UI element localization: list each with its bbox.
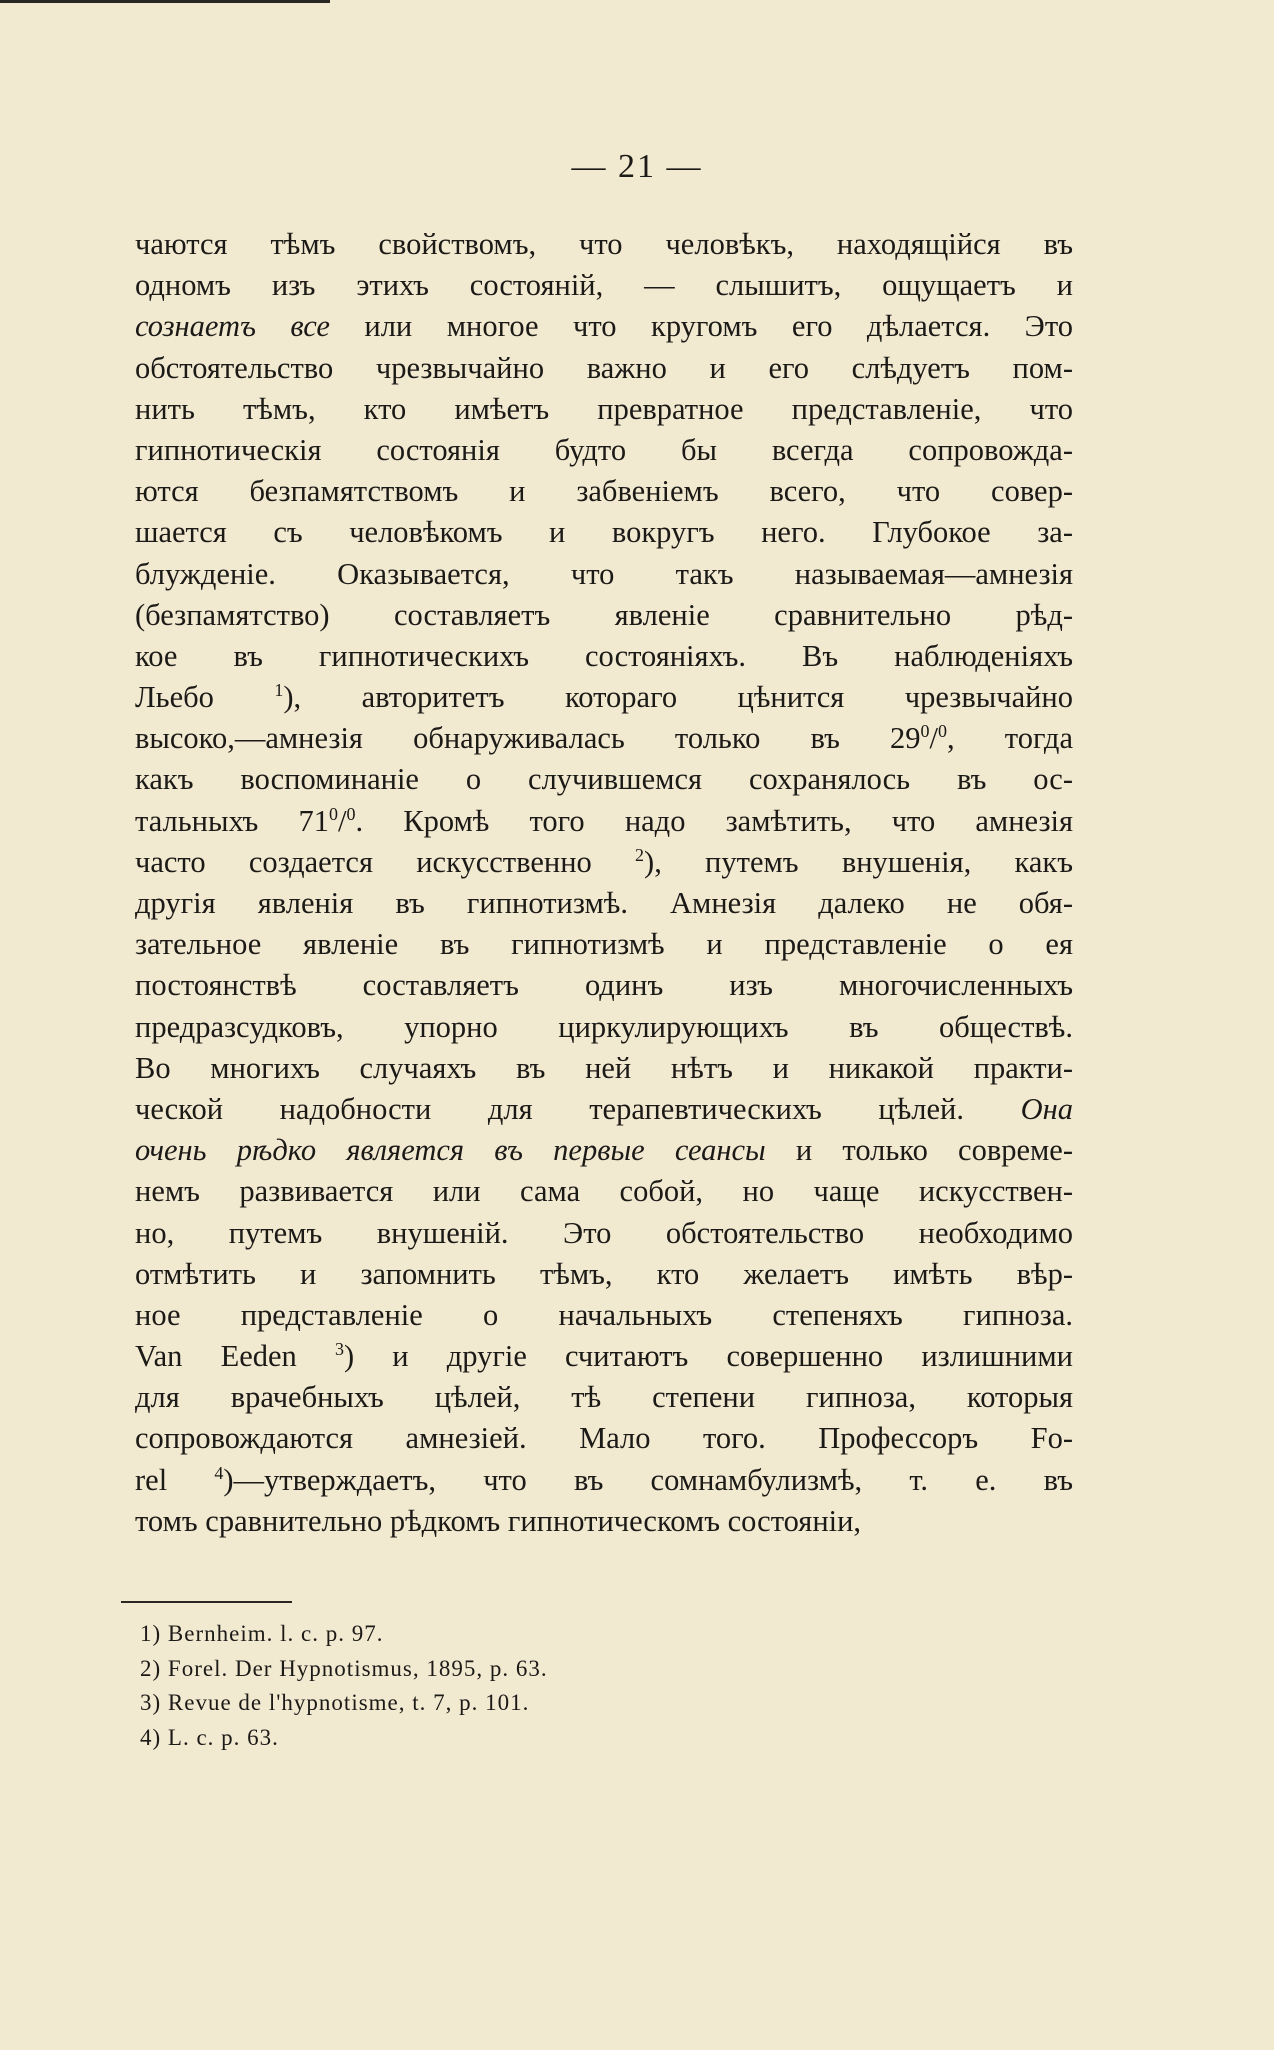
text-span: ), путемъ внушенія, какъ [644,844,1073,879]
text-span: , тогда [947,721,1073,756]
superscript: 3 [334,1338,344,1359]
text-span: предразсудковъ, упорно циркулирующихъ въ обществѣ. [135,1009,1073,1044]
text-line [135,1254,1073,1295]
text-line [135,1171,1073,1212]
footnote-rule [121,1601,292,1603]
text-line [135,883,1073,924]
text-line [135,718,1073,759]
text-span: томъ сравнительно рѣдкомъ гипнотическомъ состояніи, [135,1503,862,1538]
text-line [135,1130,1073,1171]
text-span: одномъ изъ этихъ состояній, — слышитъ, ощущаетъ и [135,268,1073,303]
text-span: )—утверждаетъ, что въ сомнамбулизмѣ, т. е. въ [223,1462,1073,1497]
footnote [140,1652,840,1687]
text-line [135,1336,1073,1377]
text-span: / [929,721,939,756]
text-span: часто создается искусственно [135,844,636,879]
text-line [135,389,1073,430]
text-span: / [337,803,347,838]
text-line [135,1295,1073,1336]
superscript: 2 [635,844,645,865]
text-span: чаются тѣмъ свойствомъ, что человѣкъ, находящійся въ [135,227,1073,261]
text-span: нить тѣмъ, кто имѣетъ превратное представленіе, что [135,391,1073,426]
text-line [135,1501,1073,1542]
footnote-mark: 1) [140,1621,162,1646]
footnote-text: Revue de l'hypnotisme, t. 7, p. 101. [167,1690,530,1715]
text-line [135,1460,1073,1501]
text-line [135,595,1073,636]
footnote [140,1686,840,1721]
text-span: гипнотическія состоянія будто бы всегда сопровожда- [135,432,1073,467]
text-span: шается съ человѣкомъ и вокругъ него. Глубокое за- [135,515,1073,550]
text-span: Она [1020,1091,1073,1126]
text-span: (безпамятство) составляетъ явленіе сравнительно рѣд- [135,597,1073,632]
text-span: блужденіе. Оказывается, что такъ называемая—амнезія [135,556,1073,591]
superscript: 0 [920,721,930,742]
text-span: ), авторитетъ котораго цѣнится чрезвычайно [283,680,1074,715]
text-span: ческой надобности для терапевтическихъ цѣлей. [135,1091,1021,1126]
footnote-mark: 4) [140,1724,162,1750]
page-number: — 21 — [571,148,703,185]
text-line [135,636,1073,677]
footnote-text: L. c. p. 63. [167,1724,279,1750]
text-span: ются безпамятствомъ и забвеніемъ всего, что совер- [135,474,1073,509]
text-line [135,430,1073,471]
text-line [135,842,1073,883]
text-span: высоко,—амнезія обнаруживалась только въ 29 [135,721,921,756]
superscript: 1 [274,679,284,700]
page-top-edge [0,0,330,3]
footnote-text: Forel. Der Hypnotismus, 1895, p. 63. [167,1655,548,1681]
text-span: постоянствѣ составляетъ одинъ изъ многочисленныхъ [135,968,1073,1003]
superscript: 0 [328,803,338,824]
text-span: обстоятельство чрезвычайно важно и его слѣдуетъ пом- [135,350,1073,385]
text-line [135,554,1073,595]
superscript: 0 [938,721,948,742]
text-span: ное представленіе о начальныхъ степеняхъ гипноза. [135,1297,1073,1332]
text-span: сознаетъ все [135,309,330,344]
footnote-text: Bernheim. l. c. p. 97. [167,1621,384,1646]
text-span: Льебо [135,680,275,715]
text-span: rel [135,1462,215,1497]
body-text [135,224,1073,1542]
text-span: кое въ гипнотическихъ состояніяхъ. Въ наблюденіяхъ [135,638,1073,673]
text-span: какъ воспоминаніе о случившемся сохранялось въ ос- [135,762,1073,797]
text-line [135,677,1073,718]
text-line [135,265,1073,306]
text-line [135,965,1073,1006]
superscript: 4 [214,1462,224,1483]
footnote-mark: 2) [140,1655,162,1681]
text-span: немъ развивается или сама собой, но чаще искусствен- [135,1174,1073,1209]
text-span: Во многихъ случаяхъ въ ней нѣтъ и никакой практи- [135,1050,1073,1085]
text-line [135,471,1073,512]
text-line [135,512,1073,553]
superscript: 0 [346,803,356,824]
text-span: и только совреме- [765,1133,1073,1168]
footnotes [140,1617,840,1755]
text-span: Van Eeden [135,1339,335,1374]
text-span: ) и другіе считаютъ совершенно излишними [343,1339,1073,1374]
text-line [135,1048,1073,1089]
footnote [140,1617,840,1652]
text-line [135,1418,1073,1459]
text-line [135,1377,1073,1418]
text-line [135,924,1073,965]
text-span: или многое что кругомъ его дѣлается. Это [329,309,1073,344]
text-line [135,224,1073,265]
text-line [135,306,1073,347]
footnote-mark: 3) [140,1690,162,1715]
text-span: но, путемъ внушеній. Это обстоятельство необходимо [135,1215,1073,1250]
text-line [135,759,1073,800]
text-span: отмѣтить и запомнить тѣмъ, кто желаетъ имѣть вѣр- [135,1256,1073,1291]
text-span: для врачебныхъ цѣлей, тѣ степени гипноза, которыя [135,1380,1073,1415]
text-span: тальныхъ 71 [135,803,329,838]
text-line [135,801,1073,842]
text-line [135,348,1073,389]
text-line [135,1213,1073,1254]
text-span: сопровождаются амнезіей. Мало того. Профессоръ Fo- [135,1421,1073,1456]
text-line [135,1089,1073,1130]
text-line [135,1007,1073,1048]
text-span: зательное явленіе въ гипнотизмѣ и представленіе о ея [135,927,1073,962]
text-span: очень рѣдко является въ первые сеансы [135,1133,766,1168]
text-span: другія явленія въ гипнотизмѣ. Амнезія далеко не обя- [135,886,1073,920]
footnote [140,1721,840,1756]
text-span: . Кромѣ того надо замѣтить, что амнезія [355,803,1074,838]
